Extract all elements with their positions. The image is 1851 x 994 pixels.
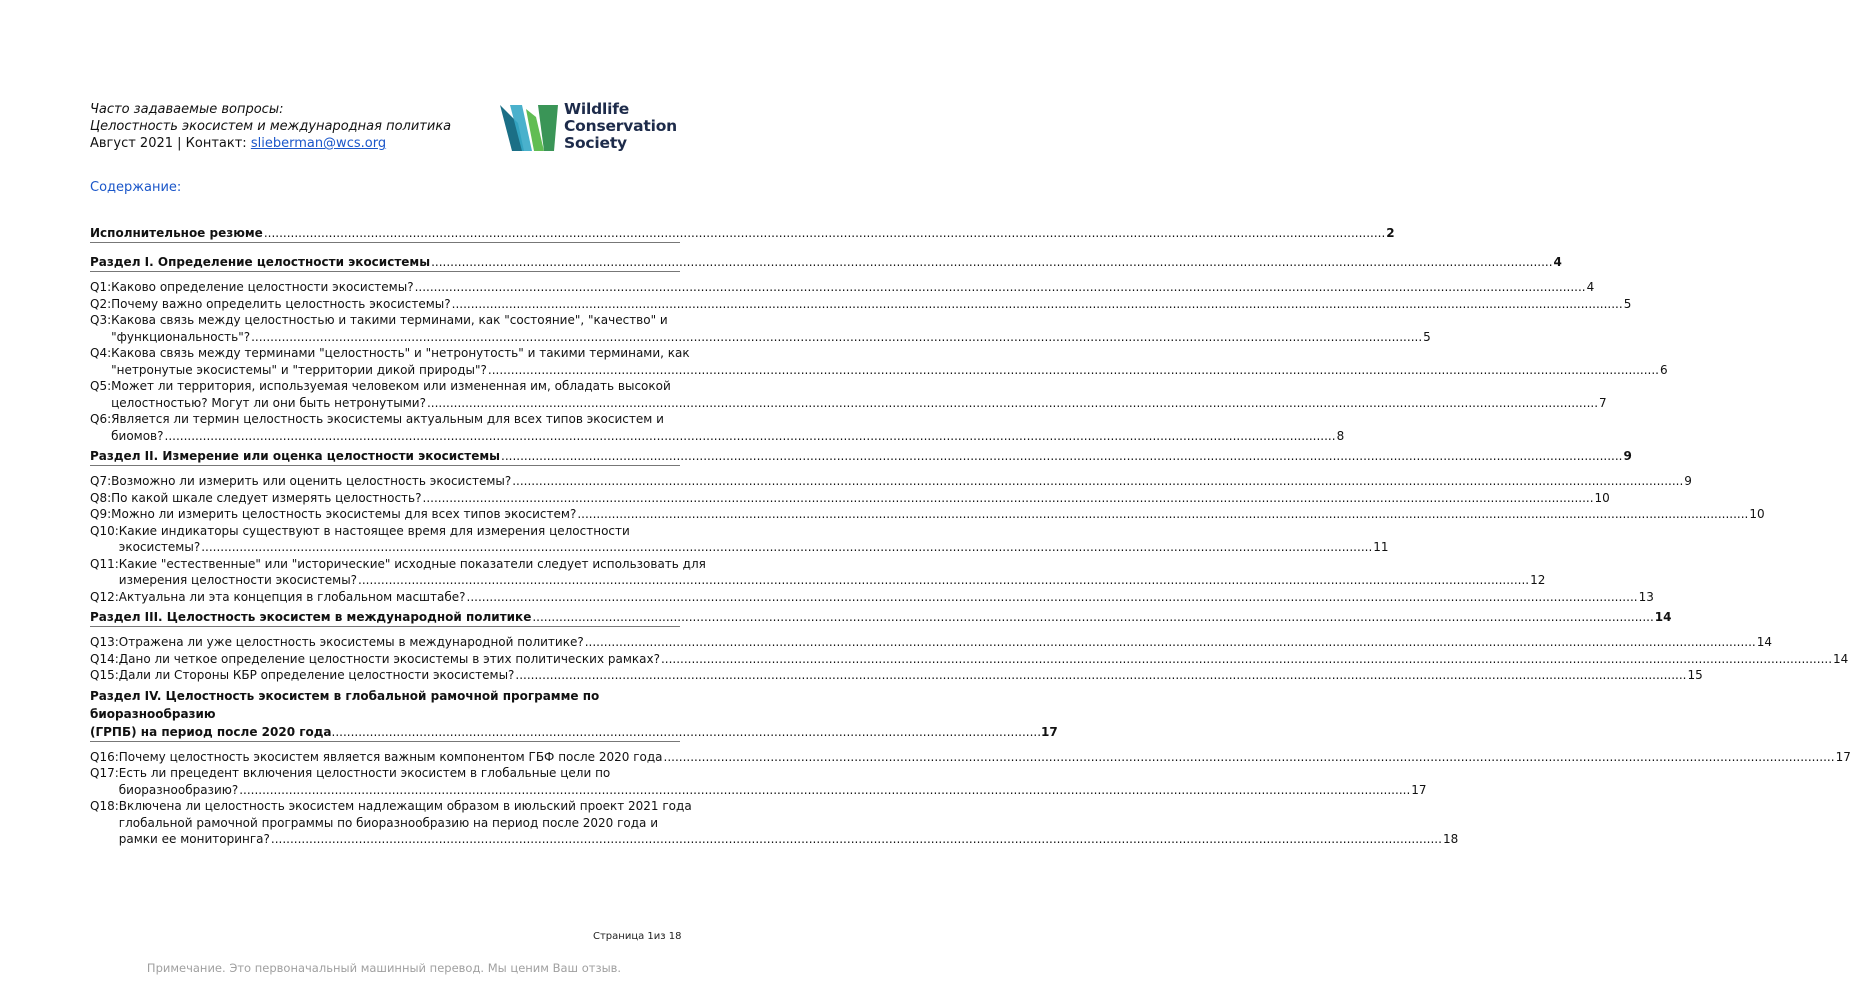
toc-entry-section-1[interactable]: Раздел I. Определение целостности экосистемы ..... 4 — [90, 253, 680, 272]
toc-entry-q15[interactable]: Q15: Дали ли Стороны КБР определение целостности экосистемы? ..... 15 — [90, 667, 680, 684]
toc-entry-q16[interactable]: Q16: Почему целостность экосистем является важным компонентом ГБФ после 2020 года ..... 17 — [90, 749, 680, 766]
page-number-label: Страница 1из 18 — [593, 931, 682, 942]
toc-entry-q4[interactable]: Q4: Какова связь между терминами "целостность" и "нетронутость" и такими терминами, как "нетронутые экосистемы" и "территории дикой природы"? ..... 6 — [90, 345, 680, 378]
toc-entry-q8[interactable]: Q8: По какой шкале следует измерять целостность? ..... 10 — [90, 490, 680, 507]
date-contact-line — [90, 135, 490, 152]
toc-page-number: 2 — [1386, 226, 1395, 240]
toc-heading: Содержание: — [90, 180, 182, 195]
toc-entry-q14[interactable]: Q14: Дано ли четкое определение целостности экосистемы в этих политических рамках? ..... 14 — [90, 651, 680, 668]
logo-line-2: Conservation — [564, 117, 678, 135]
title-line-2: Целостность экосистем и международная политика — [90, 119, 452, 134]
date-prefix: Август 2021 | Контакт: — [90, 136, 251, 151]
wcs-logo-mark-icon — [498, 99, 560, 157]
toc-entry-q6[interactable]: Q6: Является ли термин целостность экосистемы актуальным для всех типов экосистем и биомов? ..... 8 — [90, 411, 680, 444]
toc-entry-section-3[interactable]: Раздел III. Целостность экосистем в международной политике ..... 14 — [90, 608, 680, 627]
toc-entry-exec[interactable]: Исполнительное резюме ..... 2 — [90, 224, 680, 243]
wcs-logo — [498, 99, 688, 157]
toc-entry-q11[interactable]: Q11: Какие "естественные" или "исторические" исходные показатели следует использовать для измерения целостности экосистемы? ..... 12 — [90, 556, 680, 589]
contact-email-link[interactable]: slieberman@wcs.org — [250, 136, 387, 151]
toc-entry-q13[interactable]: Q13: Отражена ли уже целостность экосистемы в международной политике? ..... 14 — [90, 634, 680, 651]
toc-entry-section-4[interactable]: Раздел IV. Целостность экосистем в глобальной рамочной программе по биоразнообразию (ГРПБ) на период после 2020 года .......................................................................................................................................................................................... 17 — [90, 687, 680, 742]
toc-entry-q1[interactable]: Q1: Каково определение целостности экосистемы? ..... 4 — [90, 279, 680, 296]
logo-line-1: Wildlife — [564, 100, 630, 118]
toc-entry-q5[interactable]: Q5: Может ли территория, используемая человеком или измененная им, обладать высокой целостностью? Могут ли они быть нетронутыми? ..... 7 — [90, 378, 680, 411]
toc-entry-q18[interactable]: Q18: Включена ли целостность экосистем надлежащим образом в июльский проект 2021 года глобальной рамочной программы по биоразнообразию на период после 2020 года и рамки ее мониторинга? ..... 18 — [90, 798, 680, 848]
document-header — [90, 101, 490, 152]
toc-entry-q17[interactable]: Q17: Есть ли прецедент включения целостности экосистем в глобальные цели по биоразнообразию? ..... 17 — [90, 765, 680, 798]
translation-note: Примечание. Это первоначальный машинный перевод. Мы ценим Ваш отзыв. — [146, 961, 622, 975]
toc-entry-q10[interactable]: Q10: Какие индикаторы существуют в настоящее время для измерения целостности экосистемы? ..... 11 — [90, 523, 680, 556]
toc-entry-q3[interactable]: Q3: Какова связь между целостностью и такими терминами, как "состояние", "качество" и "функциональность"? ..... 5 — [90, 312, 680, 345]
table-of-contents — [90, 224, 1851, 848]
toc-entry-q12[interactable]: Q12: Актуальна ли эта концепция в глобальном масштабе? ..... 13 — [90, 589, 680, 606]
toc-entry-q2[interactable]: Q2: Почему важно определить целостность экосистемы? ..... 5 — [90, 296, 680, 313]
title-line-1: Часто задаваемые вопросы: — [90, 102, 284, 117]
toc-entry-section-2[interactable]: Раздел II. Измерение или оценка целостности экосистемы ..... 9 — [90, 447, 680, 466]
toc-entry-q9[interactable]: Q9: Можно ли измерить целостность экосистемы для всех типов экосистем? ..... 10 — [90, 506, 680, 523]
toc-entry-q7[interactable]: Q7: Возможно ли измерить или оценить целостность экосистемы? ..... 9 — [90, 473, 680, 490]
wcs-logo-text — [564, 101, 677, 152]
logo-line-3: Society — [564, 134, 627, 152]
